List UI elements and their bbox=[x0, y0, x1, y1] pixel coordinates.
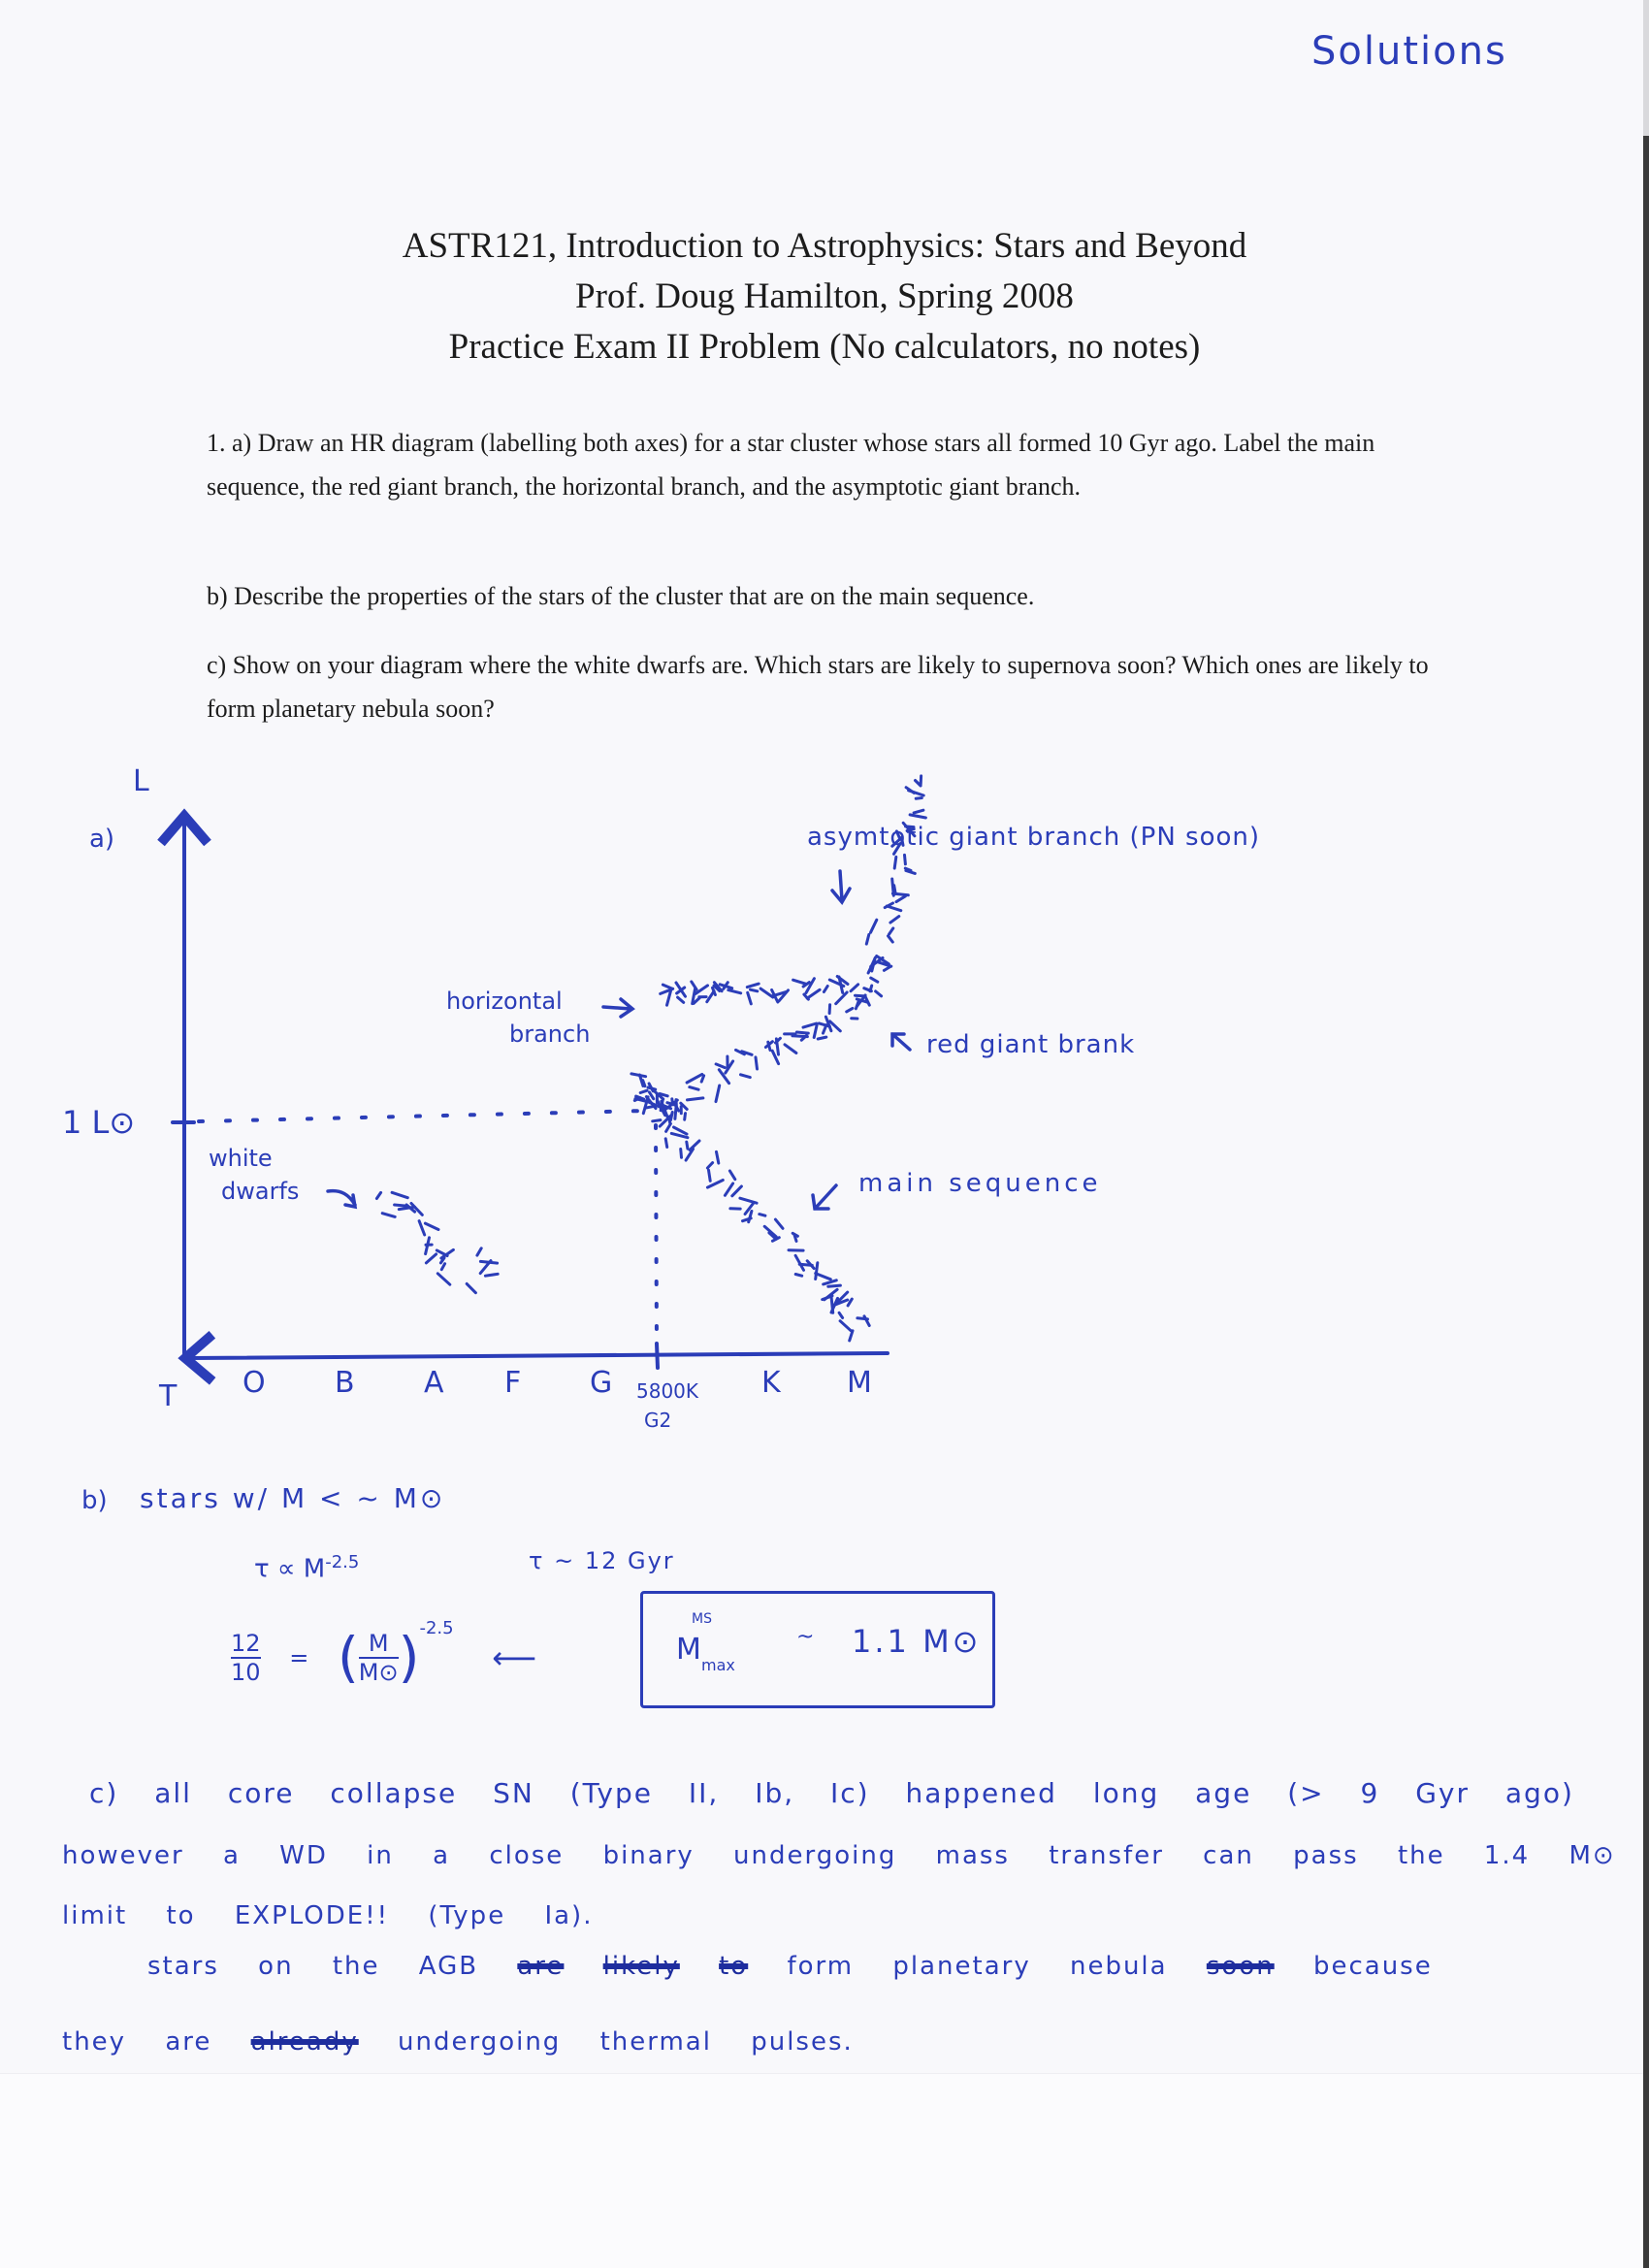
rgb-label: red giant brank bbox=[926, 1030, 1136, 1059]
wd-arrow-icon bbox=[328, 1191, 355, 1207]
left-arrow-icon: ⟵ bbox=[492, 1639, 537, 1676]
question-1c: c) Show on your diagram where the white dwarfs are. Which stars are likely to supernova soon? Which ones are likely to form planetary nebula soon? bbox=[207, 651, 1429, 723]
answer-b-label: b) bbox=[81, 1486, 108, 1515]
solar-luminosity-dotted bbox=[199, 1111, 645, 1121]
spectral-class-k: K bbox=[761, 1366, 781, 1400]
white-dwarf-star bbox=[437, 1274, 450, 1284]
y-axis-label: L bbox=[133, 764, 149, 798]
horizontal-branch-star bbox=[793, 980, 806, 984]
equals-sign: = bbox=[289, 1644, 309, 1671]
agb-star bbox=[894, 857, 896, 868]
agb-star bbox=[905, 855, 906, 863]
answer-c-line4 bbox=[147, 1952, 1433, 1981]
struck-word: are bbox=[517, 1952, 565, 1981]
turnoff-star bbox=[643, 1081, 645, 1086]
answer-c-line2: however a WD in a close binary undergoing mass transfer can pass the 1.4 M⊙ bbox=[62, 1841, 1616, 1870]
main-sequence-label: main sequence bbox=[858, 1169, 1102, 1198]
main-sequence-star bbox=[840, 1321, 851, 1331]
red-giant-branch-star bbox=[701, 1076, 703, 1082]
main-sequence-star bbox=[760, 1215, 765, 1216]
mass-den: M⊙ bbox=[358, 1659, 399, 1686]
white-dwarfs-label-1: white bbox=[209, 1145, 273, 1172]
horizontal-branch-star bbox=[663, 985, 671, 988]
they-are-text: they are bbox=[62, 2027, 212, 2057]
struck-word: to bbox=[719, 1952, 749, 1981]
solar-temp-tick bbox=[657, 1344, 658, 1368]
hb-arrow-icon bbox=[603, 999, 632, 1017]
main-sequence-star bbox=[839, 1312, 843, 1317]
exam-header bbox=[0, 221, 1649, 373]
mmax-symbol: M bbox=[676, 1633, 701, 1667]
main-sequence-star bbox=[681, 1150, 682, 1158]
red-giant-branch-star bbox=[690, 1087, 698, 1090]
mmax-result-box bbox=[640, 1591, 995, 1708]
main-sequence-star bbox=[864, 1316, 869, 1326]
turnoff-star bbox=[685, 1114, 686, 1120]
white-dwarf-star bbox=[480, 1261, 497, 1263]
answer-c-line5 bbox=[62, 2027, 854, 2057]
course-title: ASTR121, Introduction to Astrophysics: Stars and Beyond bbox=[402, 226, 1247, 266]
x-axis bbox=[189, 1353, 888, 1358]
red-giant-branch-star bbox=[796, 1032, 808, 1033]
red-giant-branch-star bbox=[824, 1025, 826, 1033]
white-dwarf-star bbox=[467, 1283, 475, 1292]
red-giant-branch-star bbox=[687, 1074, 702, 1083]
agb-star bbox=[871, 920, 877, 932]
mmax-value: 1.1 M⊙ bbox=[852, 1623, 982, 1660]
x-axis-label: T bbox=[159, 1379, 178, 1413]
main-sequence-star bbox=[707, 1163, 712, 1168]
white-dwarf-star bbox=[477, 1248, 481, 1255]
spectral-class-g: G bbox=[590, 1366, 613, 1400]
main-sequence-star bbox=[824, 1280, 837, 1284]
agb-stars-text: stars on the AGB bbox=[147, 1952, 479, 1981]
main-sequence-star bbox=[690, 1141, 699, 1150]
main-sequence-star bbox=[687, 1142, 688, 1149]
lifetime-relation-text: τ ∝ M bbox=[254, 1554, 326, 1584]
struck-word: soon bbox=[1206, 1952, 1275, 1981]
agb-star bbox=[914, 810, 923, 813]
main-sequence-star bbox=[795, 1275, 802, 1277]
white-dwarfs-label-2: dwarfs bbox=[221, 1178, 300, 1205]
turnoff-star bbox=[676, 1100, 677, 1110]
answer-c-line3: limit to EXPLODE!! (Type Ia). bbox=[62, 1901, 594, 1930]
main-sequence-star bbox=[732, 1186, 742, 1196]
horizontal-branch-star bbox=[751, 989, 758, 991]
main-sequence-star bbox=[799, 1264, 812, 1265]
horizontal-branch-star bbox=[747, 984, 759, 988]
pn-text: form planetary nebula bbox=[787, 1952, 1168, 1981]
white-dwarf-star bbox=[376, 1192, 380, 1198]
turnoff-star bbox=[640, 1090, 647, 1092]
main-sequence-star bbox=[709, 1170, 711, 1181]
turnoff-star bbox=[631, 1074, 646, 1077]
agb-star bbox=[890, 917, 899, 923]
horizontal-branch-star bbox=[667, 990, 671, 1005]
red-giant-branch-star bbox=[856, 995, 863, 996]
solutions-annotation: Solutions bbox=[1311, 29, 1507, 74]
white-dwarf-star bbox=[419, 1221, 425, 1235]
lifetime-relation bbox=[254, 1552, 359, 1584]
red-giant-branch-star bbox=[688, 1098, 703, 1100]
white-dwarf-star bbox=[441, 1264, 444, 1270]
answer-b-line1: stars w/ M < ~ M⊙ bbox=[140, 1482, 446, 1514]
question-1a: 1. a) Draw an HR diagram (labelling both axes) for a star cluster whose stars all formed 10 Gyr ago. Label the main sequence, the red giant branch, the horizontal branch, and the asymptotic giant branch. bbox=[207, 429, 1375, 501]
horizontal-branch-label-1: horizontal bbox=[446, 988, 563, 1015]
horizontal-branch-star bbox=[807, 989, 820, 998]
spectral-class-a: A bbox=[424, 1366, 444, 1400]
agb-star bbox=[889, 928, 893, 934]
horizontal-branch-star bbox=[720, 985, 732, 988]
rgb-arrow-icon bbox=[892, 1034, 910, 1050]
agb-star bbox=[870, 986, 872, 991]
mmax-sub: max bbox=[701, 1656, 735, 1674]
red-giant-branch-star bbox=[741, 1075, 751, 1078]
agb-star bbox=[906, 871, 915, 874]
main-sequence-star bbox=[653, 1120, 661, 1121]
answer-c-line1: c) all core collapse SN (Type II, Ib, Ic) happened long age (> 9 Gyr ago) bbox=[89, 1777, 1574, 1809]
main-sequence-star bbox=[725, 1183, 732, 1195]
star-points bbox=[376, 776, 925, 1341]
main-sequence-star bbox=[729, 1171, 734, 1180]
scan-bottom-margin bbox=[0, 2073, 1643, 2268]
white-dwarf-star bbox=[436, 1250, 447, 1256]
because-text: because bbox=[1312, 1952, 1433, 1981]
y-tick-label: 1 L⊙ bbox=[62, 1104, 136, 1141]
exam-title: Practice Exam II Problem (No calculators, no notes) bbox=[448, 327, 1201, 367]
ms-arrow-icon bbox=[813, 1185, 836, 1209]
horizontal-branch-star bbox=[728, 990, 741, 993]
main-sequence-star bbox=[828, 1285, 841, 1286]
main-sequence-star bbox=[816, 1274, 831, 1280]
red-giant-branch-star bbox=[716, 1085, 720, 1102]
main-sequence-star bbox=[794, 1234, 796, 1241]
white-dwarf-star bbox=[392, 1192, 407, 1197]
mass-num: M bbox=[359, 1630, 399, 1659]
red-giant-branch-star bbox=[756, 1057, 758, 1069]
turnoff-star bbox=[670, 1113, 672, 1120]
approx-sign: ~ bbox=[796, 1625, 815, 1649]
agb-star bbox=[892, 893, 908, 895]
question-1b: b) Describe the properties of the stars of the cluster that are on the main sequence. bbox=[207, 582, 1035, 610]
red-giant-branch-star bbox=[818, 1037, 826, 1039]
main-sequence-star bbox=[850, 1331, 853, 1341]
horizontal-branch-star bbox=[748, 992, 752, 1004]
ratio-equation: $\frac{12}{10}$ = ( $\frac{M}{M⊙}$ )$^{-2.5}$ ⟵ bbox=[231, 1618, 537, 1690]
spectral-class-b: B bbox=[335, 1366, 355, 1400]
horizontal-branch-star bbox=[851, 985, 858, 991]
red-giant-branch-star bbox=[785, 1045, 796, 1053]
part-a-label: a) bbox=[89, 825, 115, 854]
agb-label: asymtotic giant branch (PN soon) bbox=[807, 823, 1261, 852]
lifetime-exponent: -2.5 bbox=[325, 1552, 360, 1572]
turnoff-star bbox=[650, 1092, 654, 1099]
white-dwarf-star bbox=[425, 1223, 438, 1229]
ratio-den: 10 bbox=[231, 1659, 261, 1686]
agb-arrow-icon bbox=[832, 871, 850, 902]
red-giant-branch-star bbox=[847, 1008, 853, 1012]
main-sequence-star bbox=[775, 1219, 783, 1228]
solar-temp-dotted bbox=[656, 1125, 657, 1344]
red-giant-branch-star bbox=[803, 1023, 817, 1027]
ratio-num: 12 bbox=[231, 1630, 261, 1657]
white-dwarf-star bbox=[382, 1214, 395, 1217]
red-giant-branch-star bbox=[829, 1005, 830, 1014]
agb-star bbox=[896, 896, 905, 902]
red-giant-branch-star bbox=[836, 992, 847, 1004]
main-sequence-star bbox=[666, 1123, 671, 1131]
horizontal-branch-star bbox=[824, 987, 827, 992]
mmax-sup: MS bbox=[692, 1611, 712, 1627]
struck-word: likely bbox=[602, 1952, 680, 1981]
red-giant-branch-star bbox=[768, 1042, 770, 1050]
agb-star bbox=[865, 995, 870, 1005]
horizontal-branch-label-2: branch bbox=[509, 1021, 591, 1048]
sun-type-label: G2 bbox=[644, 1409, 672, 1432]
main-sequence-star bbox=[717, 1151, 719, 1163]
main-sequence-star bbox=[831, 1296, 833, 1313]
red-giant-branch-star bbox=[814, 1025, 817, 1038]
agb-star bbox=[910, 815, 925, 818]
spectral-class-o: O bbox=[242, 1366, 266, 1400]
agb-star bbox=[887, 906, 901, 911]
white-dwarf-star bbox=[426, 1254, 436, 1263]
spectral-class-f: F bbox=[504, 1366, 522, 1400]
struck-word: already bbox=[250, 2027, 359, 2057]
horizontal-branch-star bbox=[678, 997, 684, 1002]
main-sequence-star bbox=[816, 1263, 818, 1280]
thermal-pulses-text: undergoing thermal pulses. bbox=[398, 2027, 854, 2057]
ratio-exponent: -2.5 bbox=[419, 1618, 454, 1638]
red-giant-branch-star bbox=[672, 1099, 673, 1105]
agb-star bbox=[916, 798, 922, 799]
agb-star bbox=[889, 936, 893, 942]
horizontal-branch-star bbox=[806, 979, 814, 993]
spectral-class-m: M bbox=[847, 1366, 872, 1400]
red-giant-branch-star bbox=[716, 1064, 725, 1068]
cluster-age: τ ~ 12 Gyr bbox=[529, 1547, 675, 1574]
sun-temp-label: 5800K bbox=[636, 1379, 699, 1403]
agb-star bbox=[871, 978, 878, 982]
instructor-line: Prof. Doug Hamilton, Spring 2008 bbox=[575, 276, 1074, 316]
main-sequence-star bbox=[665, 1139, 667, 1148]
agb-star bbox=[876, 991, 882, 996]
agb-star bbox=[866, 934, 869, 944]
white-dwarf-star bbox=[485, 1274, 498, 1276]
agb-star bbox=[884, 967, 889, 971]
